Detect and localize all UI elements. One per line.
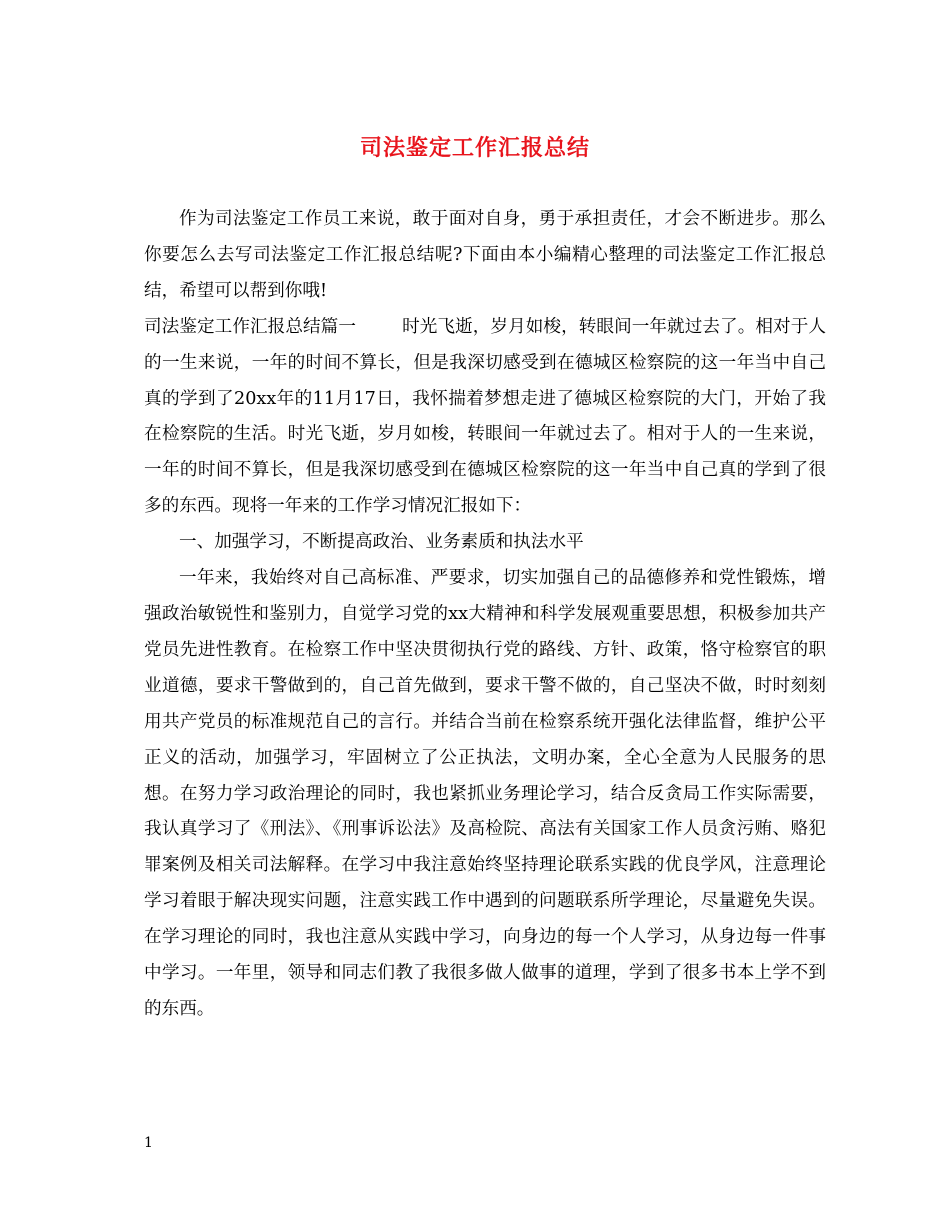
document-body [144,202,826,1028]
body-paragraph: 一年来，我始终对自己高标准、严要求，切实加强自己的品德修养和党性锻炼，增强政治敏锐性和鉴别力，自觉学习党的xx大精神和科学发展观重要思想，积极参加共产党员先进性教育。在检察工作中坚决贯彻执行党的路线、方针、政策，恪守检察官的职业道德，要求干警做到的，自己首先做到，要求干警不做的，自己坚决不做，时时刻刻用共产党员的标准规范自己的言行。并结合当前在检察系统开强化法律监督，维护公平正义的活动，加强学习，牢固树立了公正执法，文明办案，全心全意为人民服务的思想。在努力学习政治理论的同时，我也紧抓业务理论学习，结合反贪局工作实际需要，我认真学习了《刑法》、《刑事诉讼法》及高检院、高法有关国家工作人员贪污贿、赂犯罪案例及相关司法解释。在学习中我注意始终坚持理论联系实践的优良学风，注意理论学习着眼于解决现实问题，注意实践工作中遇到的问题联系所学理论，尽量避免失误。在学习理论的同时，我也注意从实践中学习，向身边的每一个人学习，从身边每一件事中学习。一年里，领导和同志们教了我很多做人做事的道理，学到了很多书本上学不到的东西。 [144,568,826,1019]
section-label: 司法鉴定工作汇报总结篇一 [144,316,356,337]
section-text: 时光飞逝，岁月如梭，转眼间一年就过去了。相对于人的一生来说，一年的时间不算长，但是我深切感受到在德城区检察院的这一年当中自己真的学到了20xx年的11月17日，我怀揣着梦想走进了德城区检察院的大门，开始了我在检察院的生活。时光飞逝，岁月如梭，转眼间一年就过去了。相对于人的一生来说，一年的时间不算长，但是我深切感受到在德城区检察院的这一年当中自己真的学到了很多的东西。现将一年来的工作学习情况汇报如下： [144,316,826,517]
document-title: 司法鉴定工作汇报总结 [359,135,590,161]
section-heading: 一、加强学习，不断提高政治、业务素质和执法水平 [179,532,584,553]
page-number: 1 [144,1135,153,1151]
intro-paragraph: 作为司法鉴定工作员工来说，敢于面对自身，勇于承担责任，才会不断进步。那么你要怎么去写司法鉴定工作汇报总结呢?下面由本小编精心整理的司法鉴定工作汇报总结，希望可以帮到你哦! [144,209,826,301]
section-paragraph [144,310,826,525]
